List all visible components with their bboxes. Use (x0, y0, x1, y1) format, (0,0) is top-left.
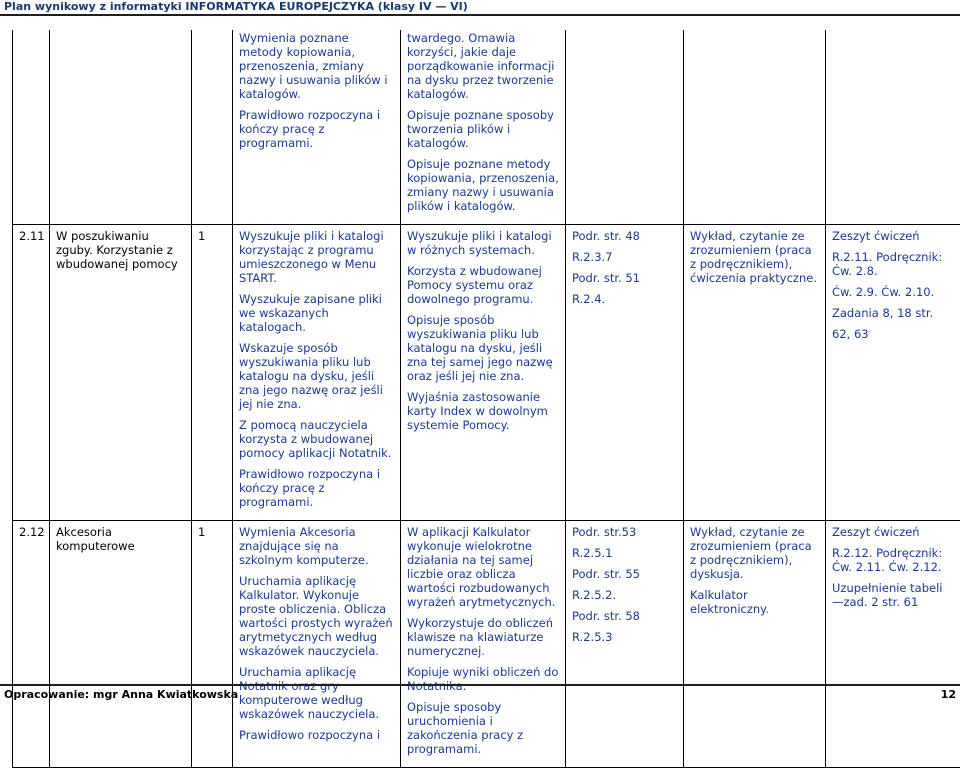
list-item: Podr. str.53 (572, 525, 677, 539)
materials-cell (826, 30, 960, 225)
list-item: Ćw. 2.9. Ćw. 2.10. (832, 285, 954, 299)
list-item: R.2.11. Podręcznik: Ćw. 2.8. (832, 250, 954, 278)
page-header: Plan wynikowy z informatyki INFORMATYKA EUROPEJCZYKA (klasy IV — VI) (4, 0, 468, 14)
hours-cell: 1 (192, 521, 233, 768)
materials-cell (826, 225, 960, 521)
list-item: 62, 63 (832, 327, 954, 341)
outcomes-cell (401, 521, 566, 768)
list-item: Kalkulator elektroniczny. (690, 588, 819, 616)
hours-cell (192, 30, 233, 225)
list-item: Wyszukuje zapisane pliki we wskazanych katalogach. (239, 292, 394, 334)
methods-cell (684, 30, 826, 225)
list-item: Korzysta z wbudowanej Pomocy systemu oraz dowolnego programu. (407, 264, 559, 306)
topic-title: Akcesoria komputerowe (50, 521, 192, 768)
list-item: Zeszyt ćwiczeń (832, 229, 954, 243)
topic-number: 2.12 (13, 521, 50, 768)
outcomes-cell (401, 225, 566, 521)
table-row (13, 521, 960, 768)
list-item: Wykorzystuje do obliczeń klawisze na klawiaturze numerycznej. (407, 616, 559, 658)
activities-cell (233, 225, 401, 521)
refs-cell (566, 30, 684, 225)
list-item: Prawidłowo rozpoczyna i (239, 728, 394, 742)
list-item: Wymienia Akcesoria znajdujące się na szkolnym komputerze. (239, 525, 394, 567)
refs-cell (566, 521, 684, 768)
list-item: R.2.5.3 (572, 630, 677, 644)
list-item: Opisuje poznane metody kopiowania, przenoszenia, zmiany nazwy i usuwania plików i katalogów. (407, 157, 559, 213)
list-item: Wymienia poznane metody kopiowania, przenoszenia, zmiany nazwy i usuwania plików i katalogów. (239, 31, 394, 101)
footer-author: Opracowanie: mgr Anna Kwiatkowska (4, 688, 238, 702)
refs-cell (566, 225, 684, 521)
list-item: Kopiuje wyniki obliczeń do Notatnika. (407, 665, 559, 693)
list-item: Wykład, czytanie ze zrozumieniem (praca z podręcznikiem), ćwiczenia praktyczne. (690, 229, 819, 285)
list-item: R.2.4. (572, 292, 677, 306)
topic-title: W poszukiwaniu zguby. Korzystanie z wbudowanej pomocy (50, 225, 192, 521)
header-rule (0, 14, 960, 16)
activities-cell (233, 521, 401, 768)
list-item: Wykład, czytanie ze zrozumieniem (praca z podręcznikiem), dyskusja. (690, 525, 819, 581)
list-item: Zadania 8, 18 str. (832, 306, 954, 320)
list-item: Podr. str. 48 (572, 229, 677, 243)
materials-cell (826, 521, 960, 768)
topic-number (13, 30, 50, 225)
activities-cell (233, 30, 401, 225)
list-item: Wyszukuje pliki i katalogi korzystając z programu umieszczonego w Menu START. (239, 229, 394, 285)
hours-cell: 1 (192, 225, 233, 521)
topic-title (50, 30, 192, 225)
topic-number: 2.11 (13, 225, 50, 521)
list-item: Uzupełnienie tabeli —zad. 2 str. 61 (832, 581, 954, 609)
list-item: Z pomocą nauczyciela korzysta z wbudowanej pomocy aplikacji Notatnik. (239, 418, 394, 460)
list-item: Opisuje poznane sposoby tworzenia plików i katalogów. (407, 108, 559, 150)
list-item: Wskazuje sposób wyszukiwania pliku lub katalogu na dysku, jeśli zna jego nazwę oraz jeśli jej nie zna. (239, 341, 394, 411)
list-item: Wyjaśnia zastosowanie karty Index w dowolnym systemie Pomocy. (407, 390, 559, 432)
methods-cell (684, 225, 826, 521)
list-item: Podr. str. 55 (572, 567, 677, 581)
page-number: 12 (941, 688, 956, 702)
lesson-plan-table (12, 30, 960, 768)
list-item: twardego. Omawia korzyści, jakie daje porządkowanie informacji na dysku przez tworzenie katalogów. (407, 31, 559, 101)
list-item: Podr. str. 51 (572, 271, 677, 285)
list-item: Opisuje sposób wyszukiwania pliku lub katalogu na dysku, jeśli zna tej samej jego nazwę oraz jeśli jej nie zna. (407, 313, 559, 383)
list-item: R.2.5.1 (572, 546, 677, 560)
list-item: R.2.5.2. (572, 588, 677, 602)
list-item: W aplikacji Kalkulator wykonuje wielokrotne działania na tej samej liczbie oraz oblicza wartości rozbudowanych wyrażeń arytmetycznych. (407, 525, 559, 609)
table-row (13, 225, 960, 521)
list-item: Prawidłowo rozpoczyna i kończy pracę z programami. (239, 467, 394, 509)
list-item: Zeszyt ćwiczeń (832, 525, 954, 539)
list-item: Prawidłowo rozpoczyna i kończy pracę z programami. (239, 108, 394, 150)
list-item: Wyszukuje pliki i katalogi w różnych systemach. (407, 229, 559, 257)
list-item: R.2.3.7 (572, 250, 677, 264)
outcomes-cell (401, 30, 566, 225)
list-item: Opisuje sposoby uruchomienia i zakończenia pracy z programami. (407, 700, 559, 756)
list-item: Podr. str. 58 (572, 609, 677, 623)
footer-rule (0, 684, 960, 686)
list-item: Uruchamia aplikację Kalkulator. Wykonuje proste obliczenia. Oblicza wartości prostych wyrażeń arytmetycznych według wskazówek nauczyciela. (239, 574, 394, 658)
methods-cell (684, 521, 826, 768)
list-item: R.2.12. Podręcznik: Ćw. 2.11. Ćw. 2.12. (832, 546, 954, 574)
list-item: Uruchamia aplikację Notatnik oraz gry komputerowe według wskazówek nauczyciela. (239, 665, 394, 721)
table-row (13, 30, 960, 225)
